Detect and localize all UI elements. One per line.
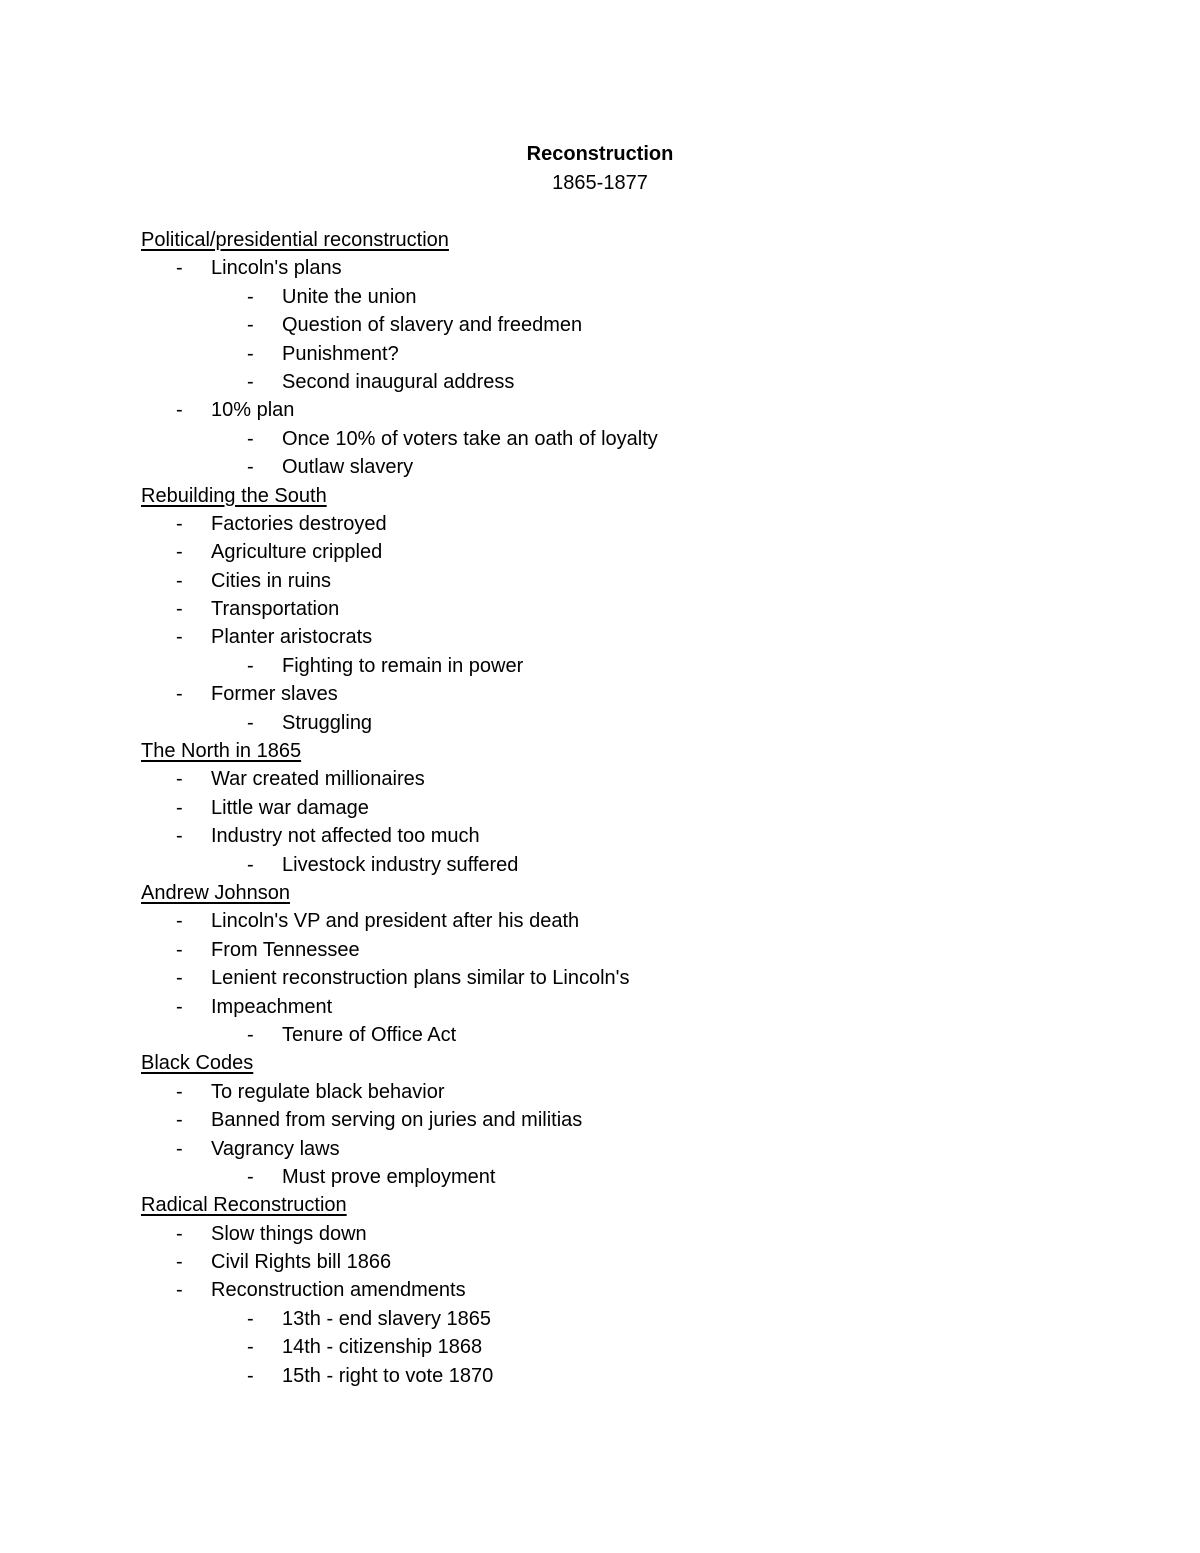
list-item-text: Banned from serving on juries and militias <box>211 1109 583 1132</box>
bullet-dash: - <box>176 683 183 706</box>
bullet-dash: - <box>176 910 183 933</box>
sub-list-item-text: 13th - end slavery 1865 <box>282 1307 492 1330</box>
bullet-dash: - <box>247 1364 254 1387</box>
list-item-text: Factories destroyed <box>211 512 387 535</box>
sub-list-item-text: Tenure of Office Act <box>282 1023 457 1046</box>
bullet-dash: - <box>176 796 183 819</box>
sub-list-item-text: Livestock industry suffered <box>282 853 519 876</box>
sub-list-item <box>141 425 1141 453</box>
bullet-dash: - <box>176 768 183 791</box>
list-item-text: Lincoln's VP and president after his death <box>211 910 580 933</box>
sub-list-item <box>141 709 1141 737</box>
sub-list-item <box>141 1333 1141 1361</box>
list-item <box>141 396 1141 424</box>
list-item-text: Planter aristocrats <box>211 626 373 649</box>
section-heading <box>141 226 1141 254</box>
notes-outline <box>141 226 1141 1390</box>
list-item-text: Transportation <box>211 598 340 621</box>
list-item <box>141 595 1141 623</box>
section-heading-text: The North in 1865 <box>141 740 302 763</box>
sub-list-item <box>141 453 1141 481</box>
sub-list-item-text: Outlaw slavery <box>282 456 414 479</box>
section-heading-text: Andrew Johnson <box>141 881 290 904</box>
sub-list-item <box>141 851 1141 879</box>
bullet-dash: - <box>176 626 183 649</box>
section-heading-text: Radical Reconstruction <box>141 1194 347 1217</box>
bullet-dash: - <box>247 711 254 734</box>
list-item <box>141 1220 1141 1248</box>
section-heading-text: Political/presidential reconstruction <box>141 229 449 251</box>
list-item <box>141 993 1141 1021</box>
sub-list-item <box>141 1305 1141 1333</box>
list-item-text: Little war damage <box>211 796 369 819</box>
list-item-text: 10% plan <box>211 399 295 422</box>
list-item-text: Agriculture crippled <box>211 541 383 564</box>
section-heading <box>141 482 1141 510</box>
document-title: Reconstruction <box>526 143 674 165</box>
sub-list-item-text: Unite the union <box>282 285 417 308</box>
sub-list-item-text: Must prove employment <box>282 1165 496 1188</box>
list-item <box>141 765 1141 793</box>
bullet-dash: - <box>247 1023 254 1046</box>
bullet-dash: - <box>247 654 254 677</box>
bullet-dash: - <box>176 825 183 848</box>
bullet-dash: - <box>247 456 254 479</box>
list-item <box>141 822 1141 850</box>
list-item-text: Vagrancy laws <box>211 1137 340 1160</box>
bullet-dash: - <box>247 1307 254 1330</box>
list-item-text: To regulate black behavior <box>211 1080 445 1103</box>
bullet-dash: - <box>176 967 183 990</box>
bullet-dash: - <box>176 1109 183 1132</box>
bullet-dash: - <box>176 541 183 564</box>
bullet-dash: - <box>247 427 254 450</box>
list-item <box>141 623 1141 651</box>
list-item-text: Lenient reconstruction plans similar to Lincoln's <box>211 967 630 990</box>
bullet-dash: - <box>176 1080 183 1103</box>
list-item <box>141 254 1141 282</box>
section-heading <box>141 737 1141 765</box>
list-item <box>141 680 1141 708</box>
sub-list-item-text: Once 10% of voters take an oath of loyalty <box>282 427 658 450</box>
list-item <box>141 1248 1141 1276</box>
bullet-dash: - <box>247 370 254 393</box>
bullet-dash: - <box>176 512 183 535</box>
sub-list-item <box>141 340 1141 368</box>
sub-list-item <box>141 311 1141 339</box>
list-item <box>141 794 1141 822</box>
list-item <box>141 510 1141 538</box>
list-item-text: Industry not affected too much <box>211 825 480 848</box>
list-item <box>141 1078 1141 1106</box>
bullet-dash: - <box>176 399 183 422</box>
section-heading <box>141 1049 1141 1077</box>
bullet-dash: - <box>176 1222 183 1245</box>
sub-list-item <box>141 1163 1141 1191</box>
bullet-dash: - <box>247 342 254 365</box>
sub-list-item <box>141 652 1141 680</box>
bullet-dash: - <box>247 1165 254 1188</box>
sub-list-item <box>141 1021 1141 1049</box>
sub-list-item <box>141 1362 1141 1390</box>
list-item-text: War created millionaires <box>211 768 425 791</box>
bullet-dash: - <box>176 995 183 1018</box>
bullet-dash: - <box>247 853 254 876</box>
list-item <box>141 907 1141 935</box>
list-item-text: Reconstruction amendments <box>211 1279 466 1302</box>
sub-list-item <box>141 368 1141 396</box>
bullet-dash: - <box>247 1336 254 1359</box>
bullet-dash: - <box>176 1137 183 1160</box>
bullet-dash: - <box>176 569 183 592</box>
list-item-text: Slow things down <box>211 1222 367 1245</box>
list-item <box>141 538 1141 566</box>
sub-list-item-text: Second inaugural address <box>282 370 515 393</box>
list-item-text: Impeachment <box>211 995 333 1018</box>
sub-list-item-text: Fighting to remain in power <box>282 654 524 677</box>
bullet-dash: - <box>176 1279 183 1302</box>
section-heading-text: Black Codes <box>141 1052 254 1075</box>
sub-list-item-text: Struggling <box>282 711 373 734</box>
list-item <box>141 1135 1141 1163</box>
list-item-text: From Tennessee <box>211 938 360 961</box>
list-item <box>141 567 1141 595</box>
sub-list-item-text: Question of slavery and freedmen <box>282 314 583 337</box>
list-item <box>141 964 1141 992</box>
sub-list-item-text: Punishment? <box>282 342 399 365</box>
list-item-text: Cities in ruins <box>211 569 332 592</box>
list-item <box>141 1276 1141 1304</box>
sub-list-item-text: 14th - citizenship 1868 <box>282 1336 483 1359</box>
list-item-text: Lincoln's plans <box>211 257 342 280</box>
bullet-dash: - <box>176 1251 183 1274</box>
bullet-dash: - <box>176 598 183 621</box>
section-heading-text: Rebuilding the South <box>141 484 327 507</box>
bullet-dash: - <box>247 314 254 337</box>
bullet-dash: - <box>176 938 183 961</box>
sub-list-item-text: 15th - right to vote 1870 <box>282 1364 494 1387</box>
list-item-text: Former slaves <box>211 683 338 706</box>
sub-list-item <box>141 283 1141 311</box>
list-item <box>141 1106 1141 1134</box>
section-heading <box>141 1191 1141 1219</box>
list-item-text: Civil Rights bill 1866 <box>211 1251 392 1274</box>
list-item <box>141 936 1141 964</box>
section-heading <box>141 879 1141 907</box>
bullet-dash: - <box>176 257 183 280</box>
bullet-dash: - <box>247 285 254 308</box>
document-subtitle: 1865-1877 <box>552 172 648 194</box>
